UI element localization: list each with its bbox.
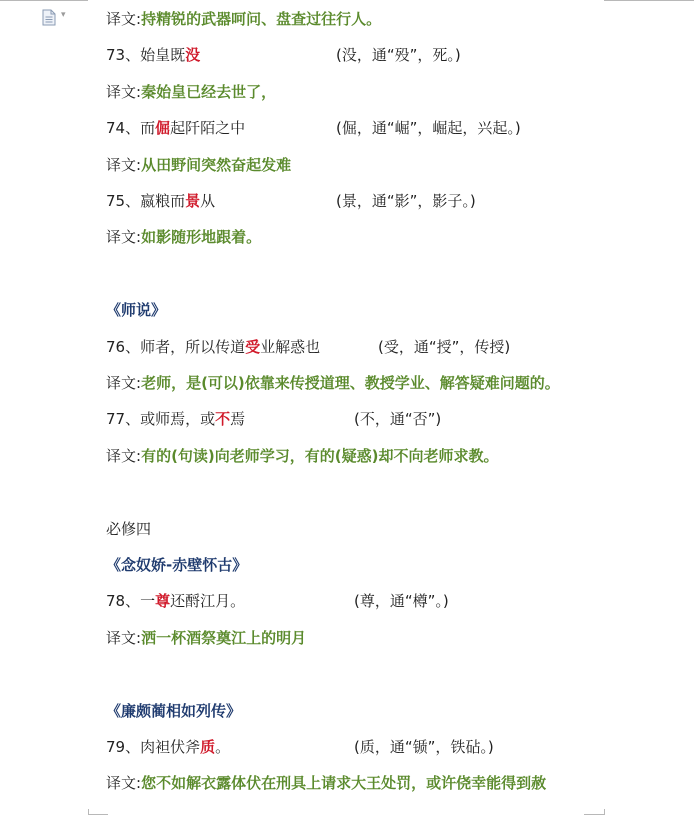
translation-text: 有的(句读)向老师学习，有的(疑惑)却不向老师求教。 — [141, 447, 499, 465]
translation-label: 译文: — [106, 374, 142, 392]
annotation-note: (质，通“锧”，铁砧。) — [354, 738, 494, 756]
highlighted-char: 没 — [185, 46, 201, 64]
translation-label: 译文: — [106, 156, 142, 174]
example-line — [106, 118, 521, 138]
highlighted-char: 不 — [215, 410, 231, 428]
translation-text: 如影随形地跟着。 — [141, 228, 262, 246]
section-title: 《念奴娇-赤壁怀古》 — [106, 556, 248, 574]
translation-label: 译文: — [106, 629, 142, 647]
translation-label: 译文: — [106, 10, 142, 28]
example-text-post: 还酹江月。 — [170, 592, 246, 610]
translation-line — [106, 155, 291, 175]
example-text-post: 业解惑也 — [260, 338, 321, 356]
example-line — [106, 337, 511, 357]
annotation-note: (不，通“否”) — [354, 410, 442, 428]
translation-text: 您不如解衣露体伏在刑具上请求大王处罚，或许侥幸能得到赦 — [141, 774, 547, 792]
example-line — [106, 737, 494, 757]
translation-text: 老师，是(可以)依靠来传授道理、教授学业、解答疑难问题的。 — [141, 374, 560, 392]
example-text-post: 从 — [200, 192, 216, 210]
highlighted-char: 受 — [245, 338, 261, 356]
highlighted-char: 倔 — [155, 119, 171, 137]
page-corner-mark — [604, 0, 694, 1]
section-heading: 必修四 — [106, 520, 152, 538]
example-text-pre: 79、肉袒伏斧 — [106, 738, 201, 756]
example-text-post: 。 — [215, 738, 231, 756]
translation-text: 秦始皇已经去世了， — [141, 83, 277, 101]
translation-text: 洒一杯酒祭奠江上的明月 — [141, 629, 307, 647]
highlighted-char: 质 — [200, 738, 216, 756]
example-text-pre: 74、而 — [106, 119, 156, 137]
translation-line — [106, 9, 381, 29]
example-text-pre: 78、一 — [106, 592, 156, 610]
example-line — [106, 591, 449, 611]
translation-line — [106, 446, 499, 466]
translation-text: 持精锐的武器呵问、盘查过往行人。 — [141, 10, 382, 28]
translation-text: 从田野间突然奋起发难 — [141, 156, 292, 174]
example-line — [106, 409, 442, 429]
example-text-pre: 77、或师焉，或 — [106, 410, 216, 428]
example-line — [106, 191, 476, 211]
translation-line — [106, 628, 306, 648]
translation-label: 译文: — [106, 774, 142, 792]
translation-label: 译文: — [106, 83, 142, 101]
annotation-note: (受，通“授”，传授) — [378, 338, 511, 356]
example-text-pre: 75、嬴粮而 — [106, 192, 186, 210]
annotation-note: (没，通“殁”，死。) — [336, 46, 461, 64]
highlighted-char: 景 — [185, 192, 201, 210]
example-text-post: 起阡陌之中 — [170, 119, 246, 137]
translation-line — [106, 373, 560, 393]
dropdown-caret-icon[interactable]: ▾ — [61, 10, 66, 20]
example-text-pre: 76、师者，所以传道 — [106, 338, 246, 356]
example-text-pre: 73、始皇既 — [106, 46, 186, 64]
page-corner-mark — [0, 0, 88, 1]
translation-line — [106, 227, 261, 247]
page-corner-mark — [604, 809, 605, 815]
section-title: 《廉颇蔺相如列传》 — [106, 702, 242, 720]
annotation-note: (尊，通“樽”。) — [354, 592, 449, 610]
translation-label: 译文: — [106, 447, 142, 465]
example-line — [106, 45, 461, 65]
highlighted-char: 尊 — [155, 592, 171, 610]
section-title: 《师说》 — [106, 301, 167, 319]
annotation-note: (倔，通“崛”，崛起，兴起。) — [336, 119, 521, 137]
annotation-note: (景，通“影”，影子。) — [336, 192, 476, 210]
document-icon[interactable] — [42, 9, 56, 26]
translation-line — [106, 82, 276, 102]
translation-label: 译文: — [106, 228, 142, 246]
translation-line — [106, 773, 546, 793]
example-text-post: 焉 — [230, 410, 246, 428]
